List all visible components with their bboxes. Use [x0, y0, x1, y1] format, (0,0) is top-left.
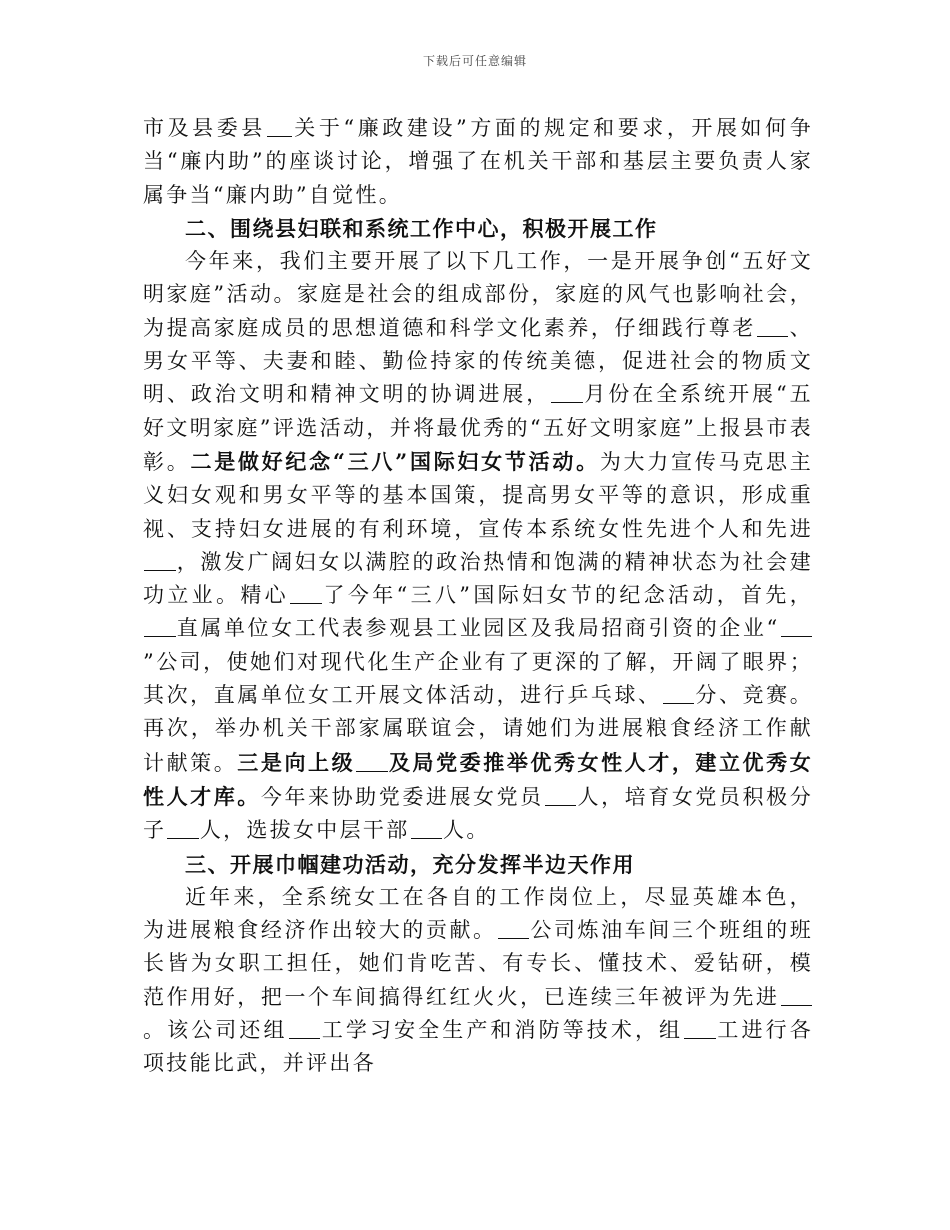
text-run: 分、竞赛。再次，举办机关干部家属联谊会，请她们为进展粮食经济工作献计献策。 [143, 683, 813, 775]
text-run: 近年来，全系统女工在各自的工作岗位上，尽显英雄本色，为进展粮食经济作出较大的贡献。 [143, 884, 813, 943]
text-run: ”公司，使她们对现代化生产企业有了更深的了解，开阔了眼界；其次，直属单位女工开展文体活动，进行乒乓球、 [143, 649, 813, 708]
blank-line [167, 817, 199, 839]
text-run: 人，选拔女中层干部 [199, 818, 410, 843]
text-run: 直属单位女工代表参观县工业园区及我局招商引资的企业“ [176, 616, 780, 641]
text-run: 工进行各项技能比武，并评出各 [143, 1018, 813, 1076]
text-run: 今年来协助党委进展女党员 [260, 784, 544, 809]
text-run: 人。 [443, 818, 490, 843]
page-header: 下载后可任意编辑 [422, 54, 527, 68]
text-run: 、男女平等、夫妻和睦、勤俭持家的传统美德，促进社会的物质文明、政治文明和精神文明的协调进展， [143, 315, 813, 407]
blank-line [411, 817, 443, 839]
blank-line [144, 615, 176, 637]
blank-line [545, 784, 577, 806]
blank-line [289, 1017, 321, 1039]
bold-phrase: 及局党委推举优秀女性人才，建立优秀女性人才库。 [143, 749, 813, 809]
paragraph-3 [143, 881, 813, 1081]
blank-line [684, 1017, 716, 1039]
text-run: 了今年“三八”国际妇女节的纪念活动，首先， [322, 583, 813, 608]
blank-line [267, 115, 292, 137]
blank-line [498, 917, 530, 939]
paragraph-2 [143, 245, 813, 847]
section-heading-3: 三、开展巾帼建功活动，充分发挥半边天作用 [185, 851, 635, 877]
text-run: 。该公司还组 [143, 1018, 288, 1043]
document-body [143, 112, 813, 1081]
text-run: 今年来，我们主要开展了以下几工作，一是开展争创“五好文明家庭”活动。家庭是社会的组成部份，家庭的风气也影响社会，为提高家庭成员的思想道德和科学文化素养，仔细践行尊老 [143, 249, 813, 340]
blank-line [551, 381, 583, 403]
text-run: ，激发广阔妇女以满腔的政治热情和饱满的精神状态为社会建功立业。精心 [143, 549, 813, 608]
text-run: 人，培育女党员积极分子 [143, 784, 814, 843]
blank-line [663, 682, 695, 704]
text-run: 关于“廉政建设”方面的规定和要求，开展如何争当“廉内助”的座谈讨论，增强了在机关干部和基层主要负责人家属争当“廉内助”自觉性。 [143, 116, 813, 207]
blank-line [781, 615, 813, 637]
section-heading-2: 二、围绕县妇联和系统工作中心，积极开展工作 [185, 215, 658, 241]
blank-line [144, 549, 176, 571]
blank-line [781, 984, 813, 1006]
text-run: 公司炼油车间三个班组的班长皆为女职工担任，她们肯吃苦、有专长、懂技术、爱钻研，模范作用好，把一个车间搞得红红火火，已连续三年被评为先进 [143, 918, 813, 1009]
blank-line [757, 315, 789, 337]
bold-phrase: 二是做好纪念“三八”国际妇女节活动。 [190, 448, 600, 474]
blank-line [290, 582, 322, 604]
bold-phrase: 三是向上级 [237, 749, 356, 775]
blank-line [356, 750, 388, 772]
text-run: 市及县委县 [143, 116, 266, 140]
text-run: 为大力宣传马克思主义妇女观和男女平等的基本国策，提高男女平等的意识，形成重视、支持妇女进展的有利环境，宣传本系统女性先进个人和先进 [143, 449, 813, 541]
paragraph-1 [143, 112, 813, 212]
text-run: 月份在全系统开展“五好文明家庭”评选活动，并将最优秀的“五好文明家庭”上报县市表彰。 [143, 382, 813, 474]
text-run: 工学习安全生产和消防等技术，组 [321, 1018, 684, 1043]
